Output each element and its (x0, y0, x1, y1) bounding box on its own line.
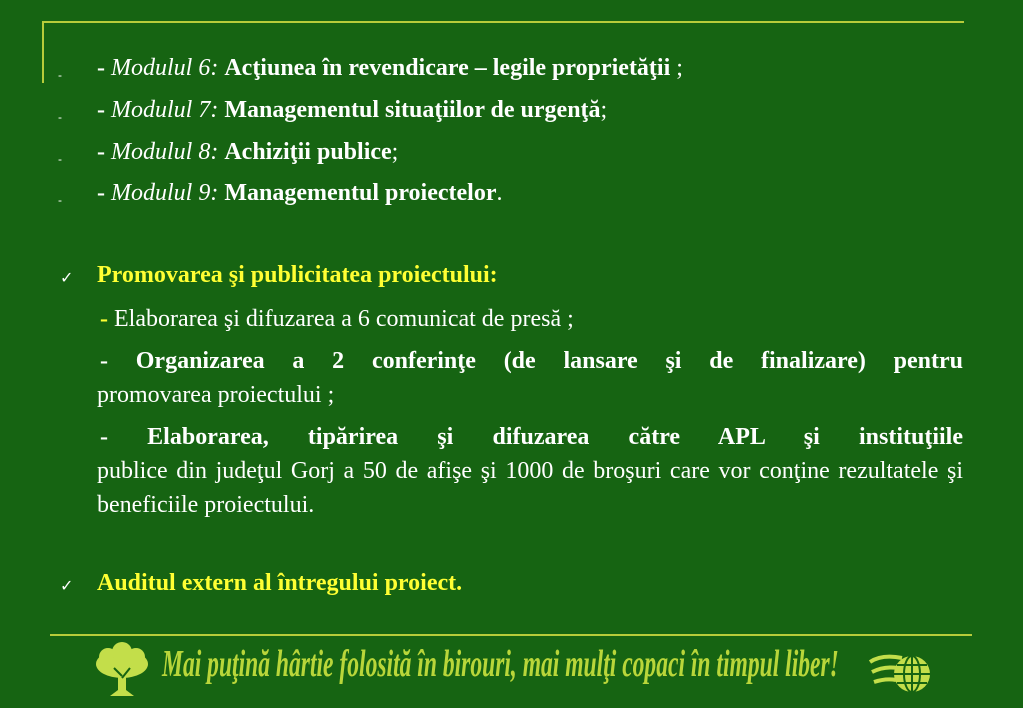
module-end: ; (391, 139, 399, 165)
module-dash: - (97, 180, 111, 206)
promo-item-rest: publice din judeţul Gorj a 50 de afişe şi 1000 de broşuri care vor conţine rezultatele şi beneficiile proiectului (97, 458, 963, 518)
promo-item-first-line: - Organizarea a 2 conferinţe (de lansare şi de finalizare) pentru (100, 348, 963, 374)
bullet-dash: - (58, 110, 62, 124)
module-label: Modulul 8: (111, 139, 219, 165)
module-line-8 (97, 139, 398, 166)
promo-item-conferences (97, 344, 963, 412)
promo-item-first-line: - Elaborarea, tipărirea şi difuzarea către APL şi instituţiile (100, 424, 963, 450)
promo-item-text: Elaborarea şi difuzarea a 6 comunicat de presă (114, 306, 562, 332)
promo-item-dash: - (100, 306, 114, 332)
module-dash: - (97, 139, 111, 165)
module-title: Managementul proiectelor (224, 180, 497, 206)
tree-icon (92, 642, 152, 698)
module-line-9 (97, 180, 502, 207)
module-line-7 (97, 97, 607, 124)
promo-heading: Promovarea şi publicitatea proiectului: (97, 262, 498, 288)
module-title: Achiziţii publice (224, 139, 392, 165)
left-rule (42, 21, 44, 83)
promo-item-end: ; (321, 382, 335, 408)
bullet-dash: - (58, 68, 62, 82)
footer-slogan: Mai puţină hârtie folosită în birouri, mai mulţi copaci în timpul liber! (162, 643, 839, 685)
module-dash: - (97, 55, 111, 81)
globe-icon (868, 650, 932, 696)
module-label: Modulul 7: (111, 97, 219, 123)
module-end: . (496, 180, 503, 206)
bullet-dash: - (58, 193, 62, 207)
module-label: Modulul 6: (111, 55, 219, 81)
promo-item-press (100, 302, 574, 336)
module-end: ; (670, 55, 683, 81)
module-label: Modulul 9: (111, 180, 219, 206)
check-icon: ✓ (60, 268, 74, 287)
bottom-rule (50, 634, 972, 636)
module-end: ; (600, 97, 608, 123)
check-icon: ✓ (60, 576, 74, 595)
module-dash: - (97, 97, 111, 123)
promo-item-rest: promovarea proiectului (97, 382, 322, 408)
module-title: Acţiunea în revendicare – legile proprietăţii (224, 55, 671, 81)
promo-item-end: . (308, 492, 315, 518)
top-rule (42, 21, 964, 23)
module-title: Managementul situaţiilor de urgenţă (224, 97, 601, 123)
promo-item-end: ; (561, 306, 574, 332)
audit-heading: Auditul extern al întregului proiect. (97, 570, 463, 596)
bullet-dash: - (58, 152, 62, 166)
module-line-6 (97, 55, 683, 82)
promo-item-brochures (97, 420, 963, 522)
